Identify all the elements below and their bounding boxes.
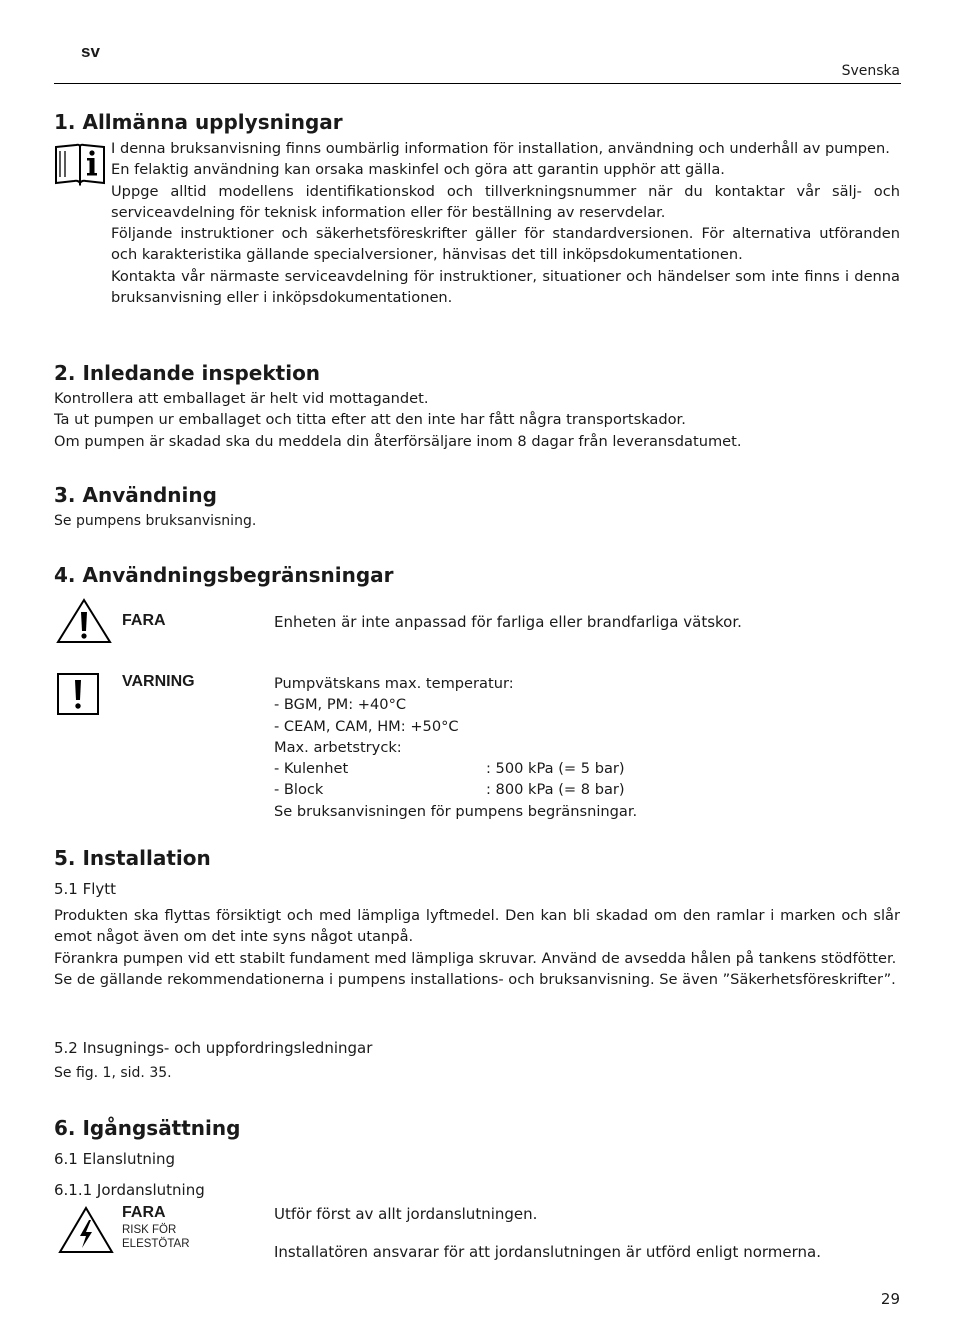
paragraph: Se de gällande rekommendationerna i pumpens installations- och bruksanvisning. Se även ”Säkerhetsföreskrifter”. <box>54 970 896 988</box>
section-3-text: Se pumpens bruksanvisning. <box>54 513 257 529</box>
electric-shock-icon <box>58 1206 114 1254</box>
paragraph: En felaktig användning kan orsaka maskinfel och göra att garantin upphör att gälla. <box>111 161 725 179</box>
paragraph: Kontrollera att emballaget är helt vid mottagandet. <box>54 390 429 407</box>
pressure-value: : 500 kPa (= 5 bar) <box>486 760 625 778</box>
paragraph: Följande instruktioner och säkerhetsföreskrifter gäller för standardversionen. För alternativa utföranden och karakteristika gällande specialversioner, hänvisas det till inköpsdokumentationen. <box>111 225 900 264</box>
danger-label: FARA <box>122 612 166 629</box>
paragraph: Förankra pumpen vid ett stabilt fundament med lämpliga skruvar. Använd de avsedda hålen på tankens stödfötter. <box>54 949 897 967</box>
language-name: Svenska <box>841 63 900 79</box>
grounding-text-1: Utför först av allt jordanslutningen. <box>274 1205 538 1223</box>
paragraph: Produkten ska flyttas försiktigt och med lämpliga lyftmedel. Den kan bli skadad om den ramlar i marken och slår emot något även om det inte syns något utanpå. <box>54 907 900 946</box>
pressure-value: : 800 kPa (= 8 bar) <box>486 781 625 799</box>
temperature-item: - CEAM, CAM, HM: +50°C <box>274 717 459 735</box>
subsection-5-2-title: 5.2 Insugnings- och uppfordringsledningar <box>54 1039 373 1057</box>
temperature-item: - BGM, PM: +40°C <box>274 696 407 714</box>
section-5-body <box>54 905 900 990</box>
pressure-title: Max. arbetstryck: <box>274 738 402 756</box>
paragraph: I denna bruksanvisning finns oumbärlig information för installation, användning och underhåll av pumpen. <box>111 140 890 157</box>
paragraph: Kontakta vår närmaste serviceavdelning för instruktioner, situationer och händelser som inte finns i denna bruksanvisning eller i inköpsdokumentationen. <box>111 267 900 307</box>
paragraph: Ta ut pumpen ur emballaget och titta efter att den inte har fått några transportskador. <box>54 411 686 429</box>
subsection-6-1-title: 6.1 Elanslutning <box>54 1150 176 1168</box>
paragraph: Uppge alltid modellens identifikationskod och tillverkningsnummer när du kontaktar vår sälj- och serviceavdelning för teknisk information eller för beställning av reservdelar. <box>111 182 900 221</box>
section-2-body <box>54 388 900 452</box>
language-code: sv <box>81 42 100 61</box>
subsection-6-1-1-title: 6.1.1 Jordanslutning <box>54 1181 205 1199</box>
paragraph: Om pumpen är skadad ska du meddela din återförsäljare inom 8 dagar från leveransdatumet. <box>54 432 742 450</box>
section-5-title: 5. Installation <box>54 846 211 870</box>
risk-text <box>122 1223 190 1251</box>
grounding-text-2: Installatören ansvarar för att jordanslutningen är utförd enligt normerna. <box>274 1243 821 1261</box>
section-3-title: 3. Användning <box>54 483 217 507</box>
danger-label: FARA <box>122 1204 166 1221</box>
danger-warning-icon <box>56 598 112 644</box>
page-number: 29 <box>880 1290 900 1308</box>
pressure-name: - Block <box>274 781 324 799</box>
warning-body <box>274 673 774 822</box>
section-1-body <box>111 138 900 308</box>
section-2-title: 2. Inledande inspektion <box>54 361 321 385</box>
header-rule <box>54 83 901 84</box>
subsection-5-2-text: Se fig. 1, sid. 35. <box>54 1065 172 1081</box>
limits-note: Se bruksanvisningen för pumpens begränsningar. <box>274 802 638 820</box>
pressure-name: - Kulenhet <box>274 760 349 778</box>
pressure-row <box>274 779 774 800</box>
temperature-title: Pumpvätskans max. temperatur: <box>274 675 514 692</box>
danger-text: Enheten är inte anpassad för farliga eller brandfarliga vätskor. <box>274 613 742 631</box>
pressure-row <box>274 758 774 779</box>
risk-line: ELESTÖTAR <box>122 1238 190 1250</box>
subsection-5-1-title: 5.1 Flytt <box>54 880 117 898</box>
section-4-title: 4. Användningsbegränsningar <box>54 563 394 587</box>
manual-info-icon <box>54 141 106 187</box>
section-6-title: 6. Igångsättning <box>54 1116 241 1140</box>
warning-label: VARNING <box>122 673 195 690</box>
warning-icon <box>57 673 99 715</box>
risk-line: RISK FÖR <box>122 1224 177 1236</box>
section-1-title: 1. Allmänna upplysningar <box>54 110 343 134</box>
